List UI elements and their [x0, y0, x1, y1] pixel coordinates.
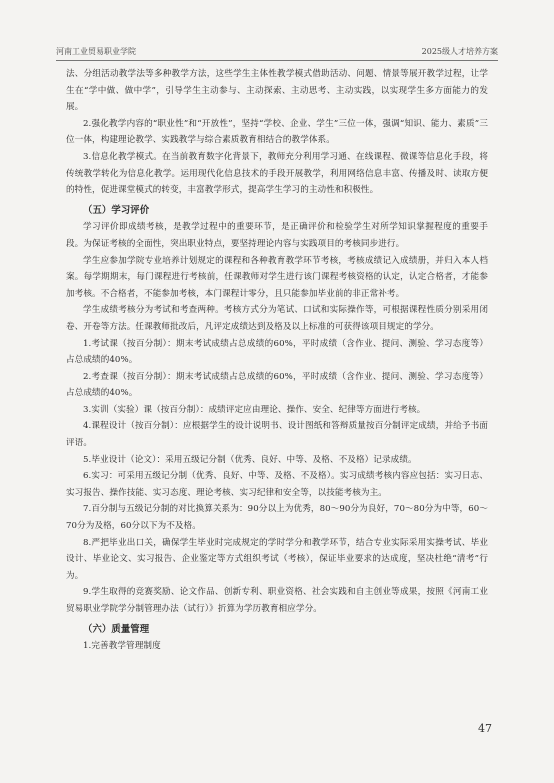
header-institution: 河南工业贸易职业学院 [56, 47, 136, 56]
list-item: 4.课程设计（按百分制）：应根据学生的设计说明书、设计图纸和答辩质量按百分制评定成绩，并给予书面评语。 [66, 421, 488, 449]
paragraph: 学生应参加学院专业培养计划规定的课程和各种教育教学环节考核，考核成绩记入成绩册，并归入本人档案。每学期期末，每门课程进行考核前，任课教师对学生进行该门课程考核资格的认定，认定合格者，才能参加考核。不合格者，不能参加考核，本门课程计零分，且只能参加毕业前的非正常补考。 [66, 255, 488, 299]
page-number: 47 [478, 722, 492, 735]
paragraph: 学生成绩考核分为考试和考查两种。考核方式分为笔试、口试和实际操作等，可根据课程性质分别采用闭卷、开卷等方法。任课教师批改后，凡评定成绩达到及格及以上标准的可获得该项目规定的学分。 [66, 305, 488, 332]
list-item: 7.百分制与五级记分制的对比换算关系为：90分以上为优秀，80～90分为良好，70～80分为中等，60～70分为及格，60分以下为不及格。 [66, 504, 488, 532]
list-item: 1.完善教学管理制度 [83, 641, 161, 652]
paragraph: 3.信息化教学模式。在当前教育数字化背景下，教师充分利用学习通、在线课程、微课等信息化手段，将传统教学转化为信息化教学。运用现代化信息技术的手段开展教学，利用网络信息丰富、传播及时、读取方便的特性，促进课堂模式的转变，丰富教学形式，提高学生学习的主动性和积极性。 [66, 151, 488, 196]
list-item: 6.实习：可采用五级记分制（优秀、良好、中等、及格、不及格）。实习成绩考核内容应包括：实习日志、实习报告、操作技能、实习态度、理论考核、实习纪律和安全等，以技能考核为主。 [66, 471, 488, 498]
header-document-title: 2025级人才培养方案 [421, 47, 498, 56]
paragraph: 法、分组活动教学法等多种教学方法，这些学生主体性教学模式借助活动、问题、情景等展开教学过程，让学生在“学中做、做中学”，引导学生主动参与、主动探索、主动思考、主动实践，以实现学生多方面能力的发展。 [66, 69, 488, 113]
list-item: 9.学生取得的竞赛奖励、论文作品、创新专利、职业资格、社会实践和自主创业等成果，按照《河南工业贸易职业学院学分制管理办法（试行）》折算为学历教育相应学分。 [66, 587, 488, 614]
list-item: 5.毕业设计（论文）：采用五级记分制（优秀、良好、中等、及格、不及格）记录成绩。 [83, 454, 417, 465]
list-item: 8.严把毕业出口关，确保学生毕业时完成规定的学时学分和教学环节，结合专业实际采用实操考试、毕业设计、毕业论文、实习报告、企业鉴定等方式组织考试（考核），保证毕业要求的达成度，坚决杜绝“清考”行为。 [66, 537, 488, 581]
list-item: 3.实训（实验）课（按百分制）：成绩评定应由理论、操作、安全、纪律等方面进行考核。 [83, 404, 426, 415]
page-header [56, 46, 498, 61]
list-item: 2.考查课（按百分制）：期末考试成绩占总成绩的60%，平时成绩（含作业、提问、测验、学习态度等）占总成绩的40%。 [66, 371, 488, 399]
section-heading: （六）质量管理 [83, 623, 150, 635]
paragraph: 2.强化教学内容的“职业性”和“开放性”，坚持“学校、企业、学生”三位一体，强调“知识、能力、素质”三位一体，构建理论教学、实践教学与综合素质教育相结合的教学体系。 [66, 118, 488, 146]
paragraph: 学习评价即成绩考核，是教学过程中的重要环节，是正确评价和检验学生对所学知识掌握程度的重要手段。为保证考核的全面性，突出职业特点，要坚持理论内容与实践项目的考核同步进行。 [66, 222, 488, 249]
section-heading: （五）学习评价 [83, 204, 150, 216]
page-body [66, 66, 488, 655]
list-item: 1.考试课（按百分制）：期末考试成绩占总成绩的60%，平时成绩（含作业、提问、测验、学习态度等）占总成绩的40%。 [66, 338, 488, 366]
